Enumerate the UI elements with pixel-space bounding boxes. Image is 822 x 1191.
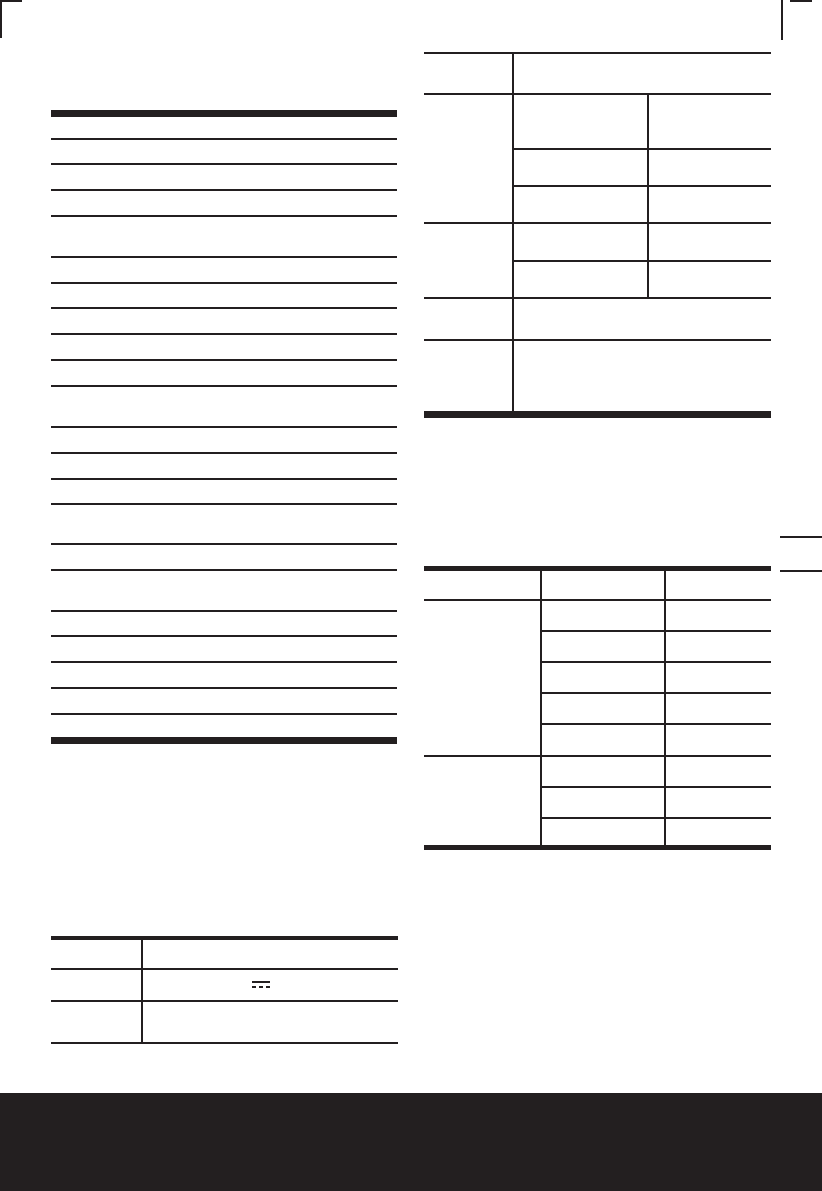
table-row-rule — [51, 256, 397, 258]
table-column-divider — [540, 571, 542, 847]
table-bottom-rule — [424, 411, 771, 418]
table-row-rule — [540, 786, 771, 788]
table-row-rule — [513, 260, 771, 262]
table-row-rule — [51, 426, 397, 428]
table-bottom-rule — [51, 737, 397, 744]
table-row-rule — [51, 478, 397, 480]
table-row-rule — [51, 138, 397, 140]
crop-mark-top — [0, 0, 2, 38]
table-row-rule — [540, 692, 771, 694]
table-bottom-rule — [424, 845, 771, 850]
table-column-divider — [664, 571, 666, 847]
table-row-rule — [51, 543, 397, 545]
table-row-rule — [51, 610, 397, 612]
table-row-rule — [51, 215, 397, 217]
table-column-divider — [647, 93, 649, 299]
table-row-rule — [540, 661, 771, 663]
table-row-rule — [424, 599, 771, 601]
crop-mark-top — [0, 0, 22, 2]
table-row-rule — [424, 93, 771, 95]
table-row-rule — [51, 687, 397, 689]
table-row-rule — [51, 282, 397, 284]
table-top-rule — [424, 566, 771, 571]
table-column-divider — [141, 940, 143, 1044]
table-row-rule — [424, 222, 771, 224]
table-row-rule — [51, 385, 397, 387]
table-row-rule — [513, 148, 771, 150]
table-row-rule — [51, 713, 397, 715]
table-column-divider — [512, 52, 514, 412]
table-row-rule — [424, 755, 771, 757]
table-row-rule — [51, 359, 397, 361]
table-row-rule — [51, 569, 397, 571]
table-row-rule — [51, 189, 397, 191]
table-row-rule — [51, 452, 397, 454]
table-row-rule — [424, 339, 771, 341]
table-row-rule — [424, 297, 771, 299]
table-row-rule — [513, 185, 771, 187]
crop-mark-top — [790, 0, 812, 2]
table-row-rule — [540, 723, 771, 725]
table-top-rule — [51, 110, 397, 117]
table-row-rule — [540, 630, 771, 632]
side-tab-rule — [780, 536, 822, 538]
table-top-rule — [51, 936, 398, 940]
table-bottom-rule — [51, 1042, 398, 1044]
table-row-rule — [51, 635, 397, 637]
table-row-rule — [51, 1000, 398, 1002]
dc-current-icon — [252, 981, 270, 989]
table-row-rule — [51, 163, 397, 165]
table-row-rule — [51, 661, 397, 663]
footer-band — [0, 1093, 822, 1191]
table-row-rule — [51, 968, 398, 970]
side-tab-rule — [780, 570, 822, 572]
table-row-rule — [51, 333, 397, 335]
table-row-rule — [51, 503, 397, 505]
table-top-rule — [424, 52, 771, 54]
table-row-rule — [540, 817, 771, 819]
table-row-rule — [51, 307, 397, 309]
crop-mark-top — [781, 0, 783, 40]
